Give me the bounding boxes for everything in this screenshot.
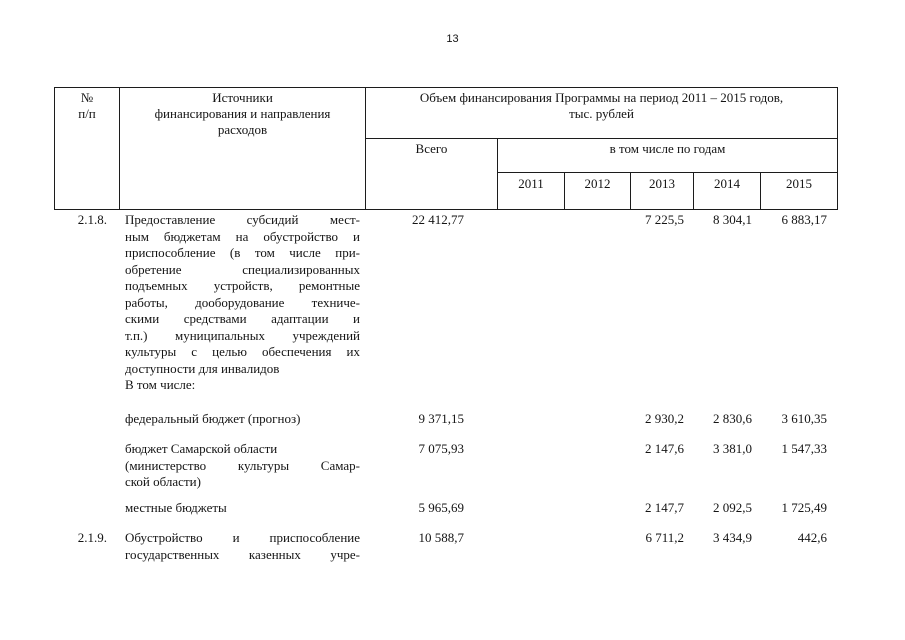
header-divider-years xyxy=(497,172,838,173)
row-total: 7 075,93 xyxy=(418,441,464,456)
row-subheading: В том числе: xyxy=(125,377,196,392)
row-number: 2.1.9. xyxy=(77,530,107,545)
row-description: Обустройство и приспособление государственных казенных учре- xyxy=(125,530,360,562)
header-divider-volume xyxy=(365,138,838,139)
header-year-2015: 2015 xyxy=(786,176,812,191)
row-value-2013: 2 147,6 xyxy=(645,441,684,456)
header-bottom-border xyxy=(54,209,838,210)
row-total: 5 965,69 xyxy=(418,500,464,515)
row-value-2015: 442,6 xyxy=(797,530,827,545)
header-col-number: № п/п xyxy=(78,90,96,121)
row-value-2014: 3 381,0 xyxy=(713,441,752,456)
row-description: федеральный бюджет (прогноз) xyxy=(125,411,301,426)
header-year-2011: 2011 xyxy=(518,176,544,191)
header-year-2014: 2014 xyxy=(714,176,740,191)
row-description: Предоставление субсидий мест- ным бюджетам на обустройство и приспособление (в том числе при- обретение специализированных подъемных устройств, ремонтные работы, дооборудование техниче- скими средствами адаптации и т.п.) муниципальных учреждений культуры с целью обеспечения их доступности для инвалидов В том числе: xyxy=(125,212,360,392)
col-border-right xyxy=(837,87,838,209)
row-value-2014: 3 434,9 xyxy=(713,530,752,545)
row-total: 10 588,7 xyxy=(418,530,464,545)
header-year-2012: 2012 xyxy=(584,176,611,191)
row-value-2013: 2 930,2 xyxy=(645,411,684,426)
row-total: 22 412,77 xyxy=(412,212,464,227)
page-number: 13 xyxy=(446,33,459,45)
row-number: 2.1.8. xyxy=(77,212,107,227)
row-value-2014: 8 304,1 xyxy=(713,212,752,227)
row-total: 9 371,15 xyxy=(418,411,464,426)
row-value-2015: 6 883,17 xyxy=(781,212,827,227)
header-col-total: Всего xyxy=(415,141,448,156)
header-col-volume: Объем финансирования Программы на период 2011 – 2015 годов, тыс. рублей xyxy=(419,90,784,121)
row-value-2013: 7 225,5 xyxy=(645,212,684,227)
row-description: бюджет Самарской области (министерство культуры Самар- ской области) xyxy=(125,441,360,489)
row-value-2013: 6 711,2 xyxy=(645,530,684,545)
row-value-2015: 1 725,49 xyxy=(781,500,827,515)
row-value-2015: 3 610,35 xyxy=(781,411,827,426)
table-top-border xyxy=(54,87,838,88)
row-value-2014: 2 092,5 xyxy=(713,500,752,515)
row-value-2014: 2 830,6 xyxy=(713,411,752,426)
header-col-source: Источники финансирования и направления расходов xyxy=(154,90,331,137)
row-description: местные бюджеты xyxy=(125,500,227,515)
header-col-by-years: в том числе по годам xyxy=(609,141,726,156)
row-value-2013: 2 147,7 xyxy=(645,500,684,515)
row-value-2015: 1 547,33 xyxy=(781,441,827,456)
header-year-2013: 2013 xyxy=(649,176,675,191)
